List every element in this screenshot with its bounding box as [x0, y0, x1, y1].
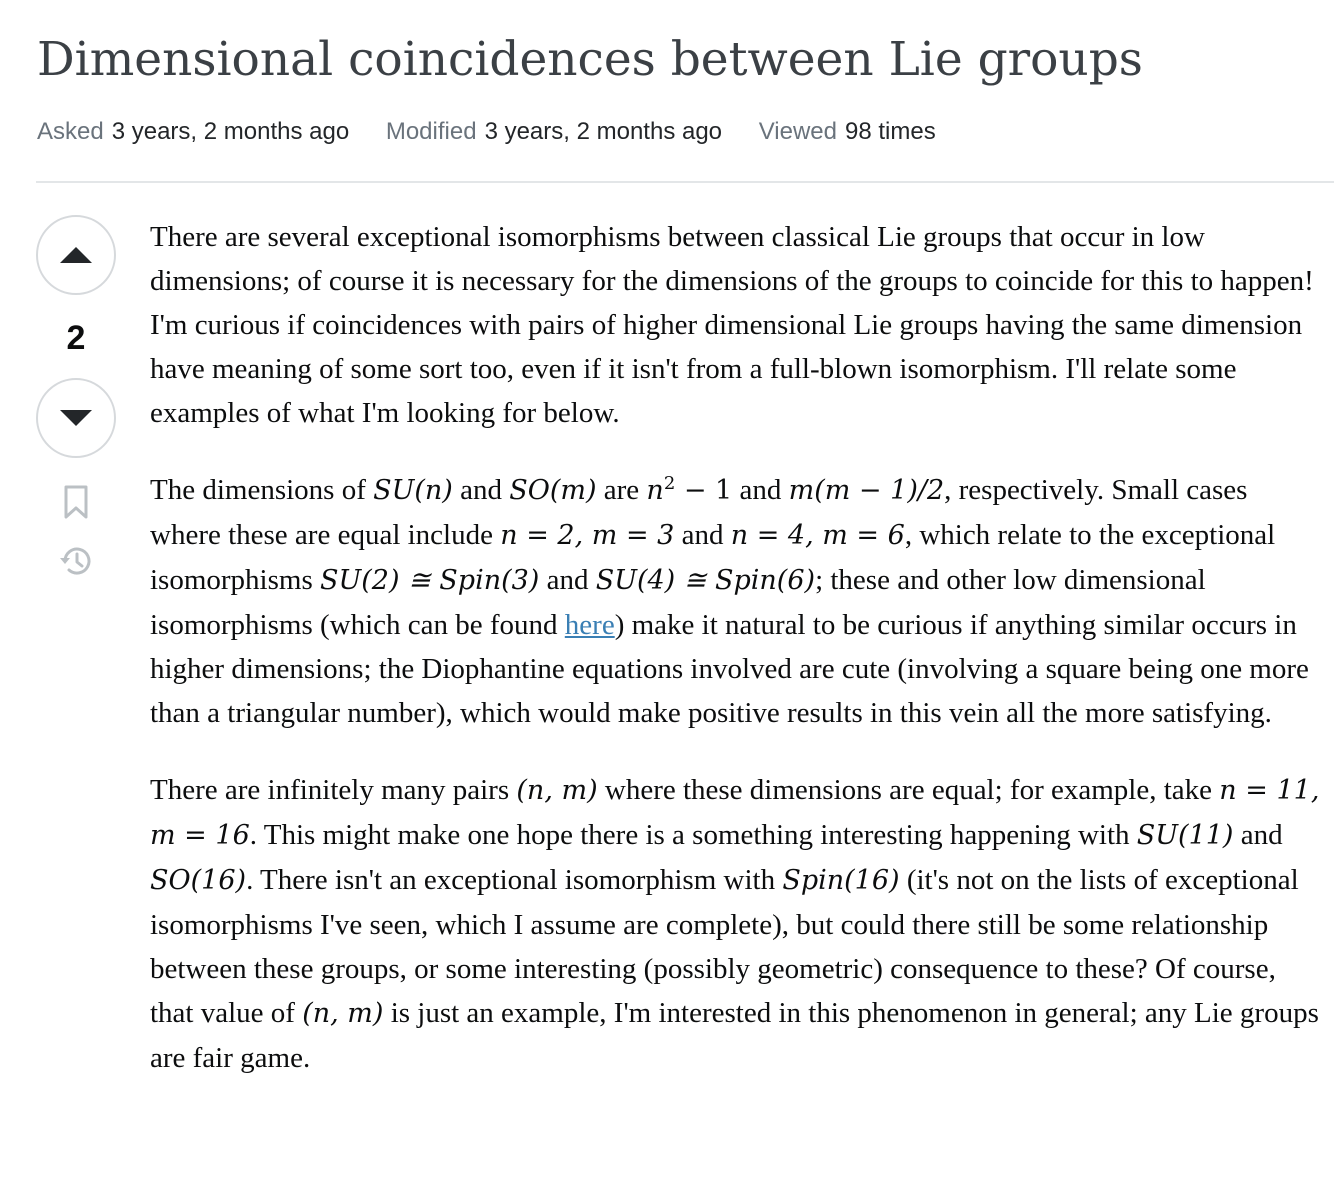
asked-label: Asked: [37, 118, 104, 145]
downvote-button[interactable]: [36, 378, 116, 458]
text: There are infinitely many pairs: [150, 774, 517, 806]
text: . This might make one hope there is a something interesting happening with: [249, 819, 1137, 851]
text: and: [452, 474, 510, 506]
math-exponent: 2: [663, 473, 676, 494]
question-body: [150, 215, 1322, 1113]
text: The dimensions of: [150, 474, 374, 506]
question-meta: [37, 116, 966, 148]
asked-value[interactable]: 3 years, 2 months ago: [111, 118, 350, 145]
math-case-2: n = 4, m = 6: [730, 520, 905, 551]
text: and: [539, 564, 596, 596]
bookmark-icon[interactable]: [58, 484, 94, 520]
math-pair: (n, m): [516, 775, 598, 806]
math-iso-2: SU(4) ≅ Spin(6): [595, 565, 816, 596]
math-pair-2: (n, m): [302, 998, 384, 1029]
vote-count: 2: [66, 319, 86, 357]
math-su-11: SU(11): [1136, 820, 1234, 851]
math-spin-16: Spin(16): [782, 865, 900, 896]
modified-label: Modified: [385, 118, 477, 145]
text: and: [674, 519, 731, 551]
text: , which relate to the exceptional isomorphisms: [150, 519, 1276, 596]
triangle-up-icon: [58, 245, 94, 265]
text: (it's not on the lists of exceptional isomorphisms I've seen, which I assume are complete), but could there still be some relationship between these groups, or some interesting (possibly geometric) consequence to these? Of course, that value of: [150, 864, 1299, 1029]
math-case-1: n = 2, m = 3: [500, 520, 675, 551]
viewed-label: Viewed: [758, 118, 837, 145]
viewed-value: 98 times: [844, 118, 936, 145]
text: ; these and other low dimensional isomorphisms (which can be found: [150, 564, 1206, 641]
body-paragraph-3: [150, 768, 1322, 1080]
math-su-n: SU(n): [373, 475, 453, 506]
math-case: n = 11, m = 16: [150, 775, 1320, 851]
upvote-button[interactable]: [36, 215, 116, 295]
math-iso-1: SU(2) ≅ Spin(3): [320, 565, 540, 596]
history-icon[interactable]: [58, 543, 94, 579]
text: and: [732, 474, 789, 506]
text: , respectively. Small cases where these are equal include: [150, 474, 1248, 551]
text: is just an example, I'm interested in this phenomenon in general; any Lie groups are fair game.: [150, 997, 1319, 1074]
math-n-squared: [646, 475, 732, 506]
text: . There isn't an exceptional isomorphism with: [246, 864, 783, 896]
header-divider: [36, 181, 1334, 183]
body-paragraph-2: [150, 468, 1322, 735]
modified-value[interactable]: 3 years, 2 months ago: [484, 118, 723, 145]
question-title[interactable]: Dimensional coincidences between Lie groups: [37, 32, 1143, 87]
text: where these dimensions are equal; for example, take: [597, 774, 1220, 806]
math-so-dim: m(m − 1)/2: [788, 475, 945, 506]
text: and: [1233, 819, 1283, 851]
math-so-16: SO(16): [150, 865, 247, 896]
triangle-down-icon: [58, 408, 94, 428]
math-base: n: [646, 475, 664, 506]
here-link[interactable]: here: [564, 609, 615, 641]
text: are: [596, 474, 647, 506]
text: ) make it natural to be curious if anything similar occurs in higher dimensions; the Diophantine equations involved are cute (involving a square being one more than a triangular number), which would make positive results in this vein all the more satisfying.: [150, 609, 1309, 729]
math-rest: − 1: [675, 475, 733, 506]
math-so-m: SO(m): [509, 475, 597, 506]
body-paragraph-1: There are several exceptional isomorphisms between classical Lie groups that occur in low dimensions; of course it is necessary for the dimensions of the groups to coincide for this to happen! I'm curious if coincidences with pairs of higher dimensional Lie groups having the same dimension have meaning of some sort too, even if it isn't from a full-blown isomorphism. I'll relate some examples of what I'm looking for below.: [150, 221, 1314, 429]
